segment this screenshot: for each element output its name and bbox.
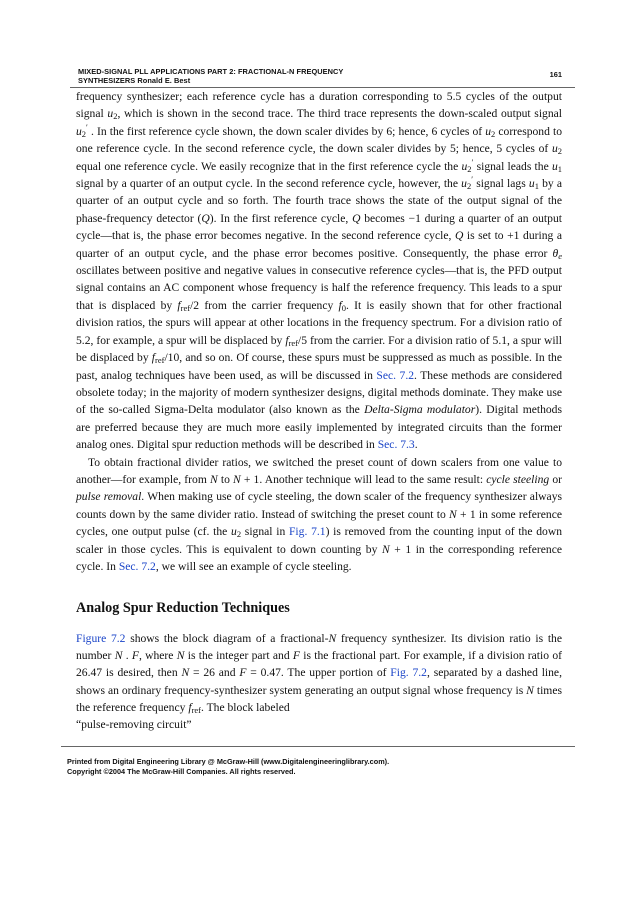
section-heading: Analog Spur Reduction Techniques (76, 600, 290, 616)
running-header (78, 67, 343, 85)
link-sec-7-2-second[interactable]: Sec. 7.2 (118, 559, 156, 573)
link-fig-7-2[interactable]: Fig. 7.2 (390, 666, 427, 680)
paragraph-block-diagram: Figure 7.2 shows the block diagram of a fractional-N frequency synthesizer. Its division ratio is the number N . F, where N is the integer part and F is the fractional part. For example, if a division ratio of 26.47 is desired, then N = 26 and F = 0.47. The upper portion of Fig. 7.2, separated by a dashed line, shows an ordinary frequency-synthesizer system generating an output signal whose frequency is N times the reference frequency $f_{ref}$. The block labeled (76, 632, 562, 715)
section-body-text (76, 630, 562, 734)
footer-line2: Copyright ©2004 The McGraw-Hill Companies. All rights reserved. (67, 766, 296, 776)
quoted-block-label: “pulse-removing circuit” (76, 718, 192, 732)
running-header-line1: MIXED-SIGNAL PLL APPLICATIONS PART 2: FRACTIONAL-N FREQUENCY (78, 67, 344, 76)
footer (67, 757, 389, 777)
link-sec-7-3[interactable]: Sec. 7.3 (377, 438, 415, 452)
page-number: 161 (549, 70, 562, 79)
paragraph-cycle-steeling: To obtain fractional divider ratios, we switched the preset count of down scalers from one value to another—for example, from N to N + 1. Another technique will lead to the same result: cycle steeling or pulse removal. When making use of cycle steeling, the down scaler of the frequency synthesizer always counts down by the same divider ratio. Instead of switching the preset count to N + 1 in some reference cycles, one output pulse (cf. the $u_2$ signal in Fig. 7.1) is removed from the counting input of the down scaler in those cycles. This is equivalent to down counting by N + 1 in the corresponding reference cycle. In Sec. 7.2, we will see an example of cycle steeling. (76, 455, 562, 573)
link-figure-7-2[interactable]: Figure 7.2 (76, 632, 126, 645)
footer-line1: Printed from Digital Engineering Library @ McGraw-Hill (www.Digitalengineeringlibrary.com). (67, 757, 390, 766)
link-fig-7-1[interactable]: Fig. 7.1 (288, 525, 326, 539)
body-text (76, 88, 562, 575)
running-header-line2: SYNTHESIZERS Ronald E. Best (78, 76, 191, 85)
paragraph-cycle-analysis: frequency synthesizer; each reference cycle has a duration corresponding to 5.5 cycles of the output signal $u_2$, which is shown in the second trace. The third trace represents the down-scaled output signal $u_2'$ . In the first reference cycle shown, the down scaler divides by 6; hence, 6 cycles of $u_2$ correspond to one reference cycle. In the second reference cycle, the down scaler divides by 5; hence, 5 cycles of $u_2$ equal one reference cycle. We easily recognize that in the first reference cycle the $u_2'$ signal leads the $u_1$ signal by a quarter of an output cycle. In the second reference cycle, however, the $u_2'$ signal lags $u_1$ by a quarter of an output cycle and so forth. The fourth trace shows the state of the output signal of the phase-frequency detector (Q). In the first reference cycle, Q becomes −1 during a quarter of an output cycle—that is, the phase error becomes negative. In the second reference cycle, Q is set to +1 during a quarter of an output cycle, and the phase error becomes positive. Consequently, the phase error $\theta_e$ oscillates between positive and negative values in consecutive reference cycles—that is, the PFD output signal contains an AC component whose frequency is half the reference frequency. This leads to a spur that is displaced by $f_{ref}/2$ from the carrier frequency $f_0$. It is easily shown that for other fractional division ratios, the spurs will appear at other locations in the frequency spectrum. For a division ratio of 5.2, for example, a spur will be displaced by $f_{ref}/5$ from the carrier. For a division ratio of 5.1, a spur will be displaced by $f_{ref}/10$, and so on. Of course, these spurs must be suppressed as much as possible. In the past, analog techniques have been used, as will be discussed in Sec. 7.2. These methods are considered obsolete today; in the majority of modern synthesizer designs, digital methods dominate. They make use of the so-called Sigma-Delta modulator (also known as the Delta-Sigma modulator). Digital methods are preferred because they are much more easily implemented by integrated circuits than the former analog ones. Digital spur reduction methods will be described in Sec. 7.3. (76, 90, 563, 452)
link-sec-7-2[interactable]: Sec. 7.2 (376, 368, 415, 382)
footer-rule (61, 746, 575, 747)
